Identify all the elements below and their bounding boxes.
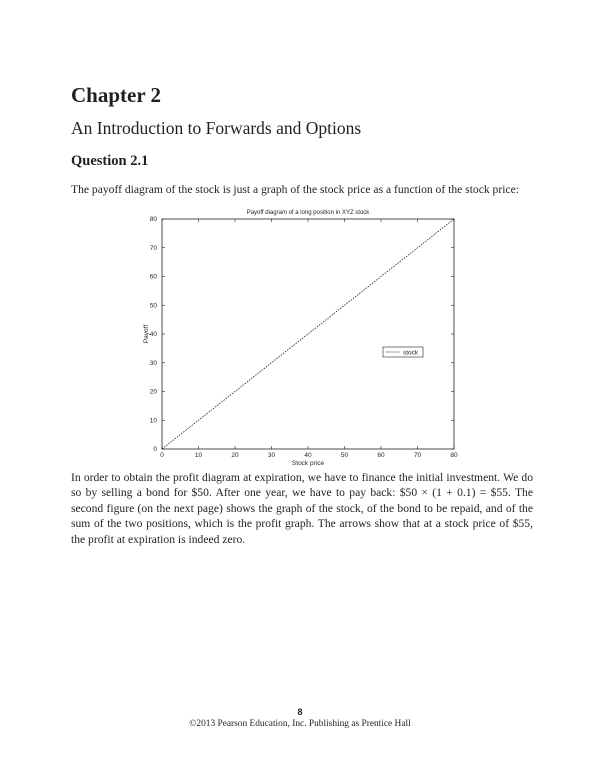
copyright-footer: ©2013 Pearson Education, Inc. Publishing as Prentice Hall bbox=[189, 719, 411, 729]
chart-title: Payoff diagram of a long position in XYZ stock bbox=[246, 210, 370, 216]
y-tick-label: 60 bbox=[149, 273, 157, 281]
page-number: 8 bbox=[297, 707, 303, 717]
y-tick-label: 10 bbox=[149, 417, 157, 425]
x-axis-ticks bbox=[160, 219, 458, 459]
x-tick-label: 60 bbox=[377, 452, 385, 459]
y-tick-label: 70 bbox=[149, 244, 157, 252]
y-tick-label: 40 bbox=[149, 331, 157, 339]
x-tick-label: 20 bbox=[231, 452, 239, 459]
chapter-subtitle: An Introduction to Forwards and Options bbox=[71, 118, 362, 138]
series-layer bbox=[162, 219, 454, 449]
x-tick-label: 70 bbox=[413, 452, 422, 459]
x-tick-label: 10 bbox=[194, 452, 203, 459]
chapter-title: Chapter 2 bbox=[71, 83, 162, 107]
legend bbox=[383, 347, 423, 357]
y-axis-label: Payoff bbox=[143, 324, 150, 344]
x-tick-label: 80 bbox=[450, 452, 458, 459]
paragraph-profit: In order to obtain the profit diagram at expiration, we have to finance the initial investment. We do so by selling a bond for $50. After one year, we have to pay back: $50 × (1 + 0.1) = $55. The second figure (on the next page) shows the graph of the stock, of the bond to be repaid, and of the sum of the two positions, which is the profit graph. The arrows show that at a stock price of $55, the profit at expiration is indeed zero. bbox=[71, 471, 533, 546]
x-tick-label: 50 bbox=[340, 452, 349, 459]
y-tick-label: 20 bbox=[149, 388, 157, 396]
y-tick-label: 80 bbox=[149, 216, 157, 224]
y-tick-label: 30 bbox=[149, 359, 157, 367]
x-axis-label: Stock price bbox=[291, 460, 325, 467]
legend-label-stock: stock bbox=[403, 349, 419, 357]
x-tick-label: 40 bbox=[304, 452, 312, 459]
y-tick-label: 50 bbox=[149, 302, 157, 310]
series-line-stock bbox=[162, 219, 454, 449]
y-tick-label: 0 bbox=[153, 446, 157, 454]
question-heading: Question 2.1 bbox=[71, 153, 149, 169]
x-tick-label: 0 bbox=[160, 452, 164, 459]
x-tick-label: 30 bbox=[267, 452, 276, 459]
paragraph-intro: The payoff diagram of the stock is just a graph of the stock price as a function of the stock price: bbox=[71, 183, 519, 196]
y-axis-ticks bbox=[150, 216, 454, 453]
